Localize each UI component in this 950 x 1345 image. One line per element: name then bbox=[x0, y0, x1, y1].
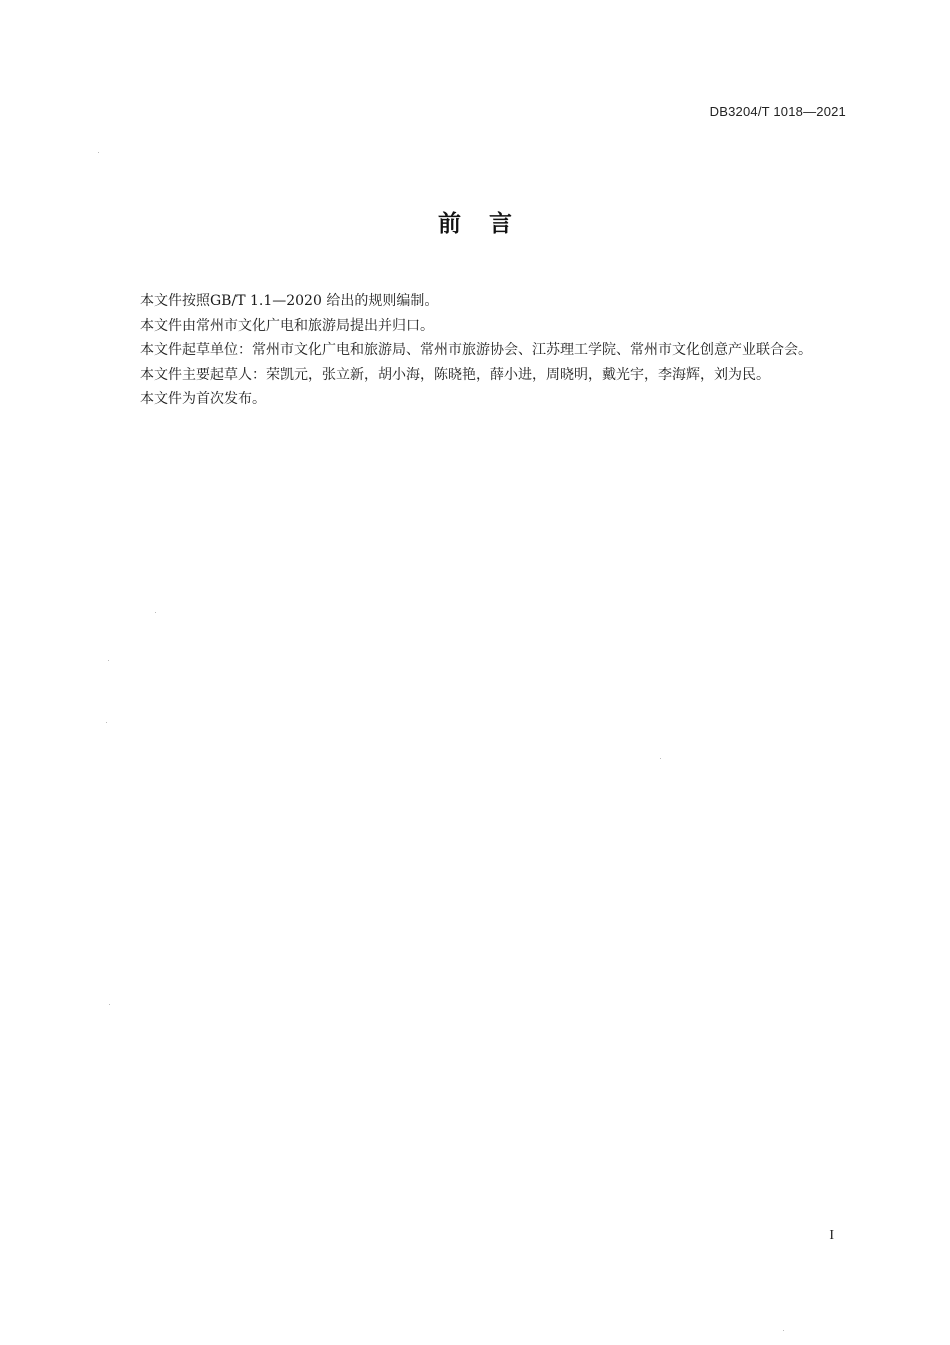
scan-speck bbox=[109, 1004, 110, 1005]
scan-speck bbox=[98, 152, 99, 153]
paragraph-drafting-rules: 本文件按照GB/T 1.1—2020 给出的规则编制。 bbox=[140, 293, 439, 309]
paragraph-drafting-units: 本文件起草单位：常州市文化广电和旅游局、常州市旅游协会、江苏理工学院、常州市文化创意产业联合会。 bbox=[140, 342, 812, 358]
document-code: DB3204/T 1018—2021 bbox=[709, 104, 846, 119]
scan-speck bbox=[108, 660, 109, 661]
scan-speck bbox=[106, 722, 107, 723]
paragraph-proposer: 本文件由常州市文化广电和旅游局提出并归口。 bbox=[140, 317, 434, 334]
paragraph-main-drafters: 本文件主要起草人：荣凯元，张立新，胡小海，陈晓艳，薛小进，周晓明，戴光宇，李海辉，刘为民。 bbox=[140, 366, 770, 383]
scan-speck bbox=[660, 758, 661, 759]
scan-speck bbox=[155, 612, 156, 613]
scan-speck bbox=[783, 1330, 784, 1331]
foreword-body bbox=[112, 289, 848, 412]
paragraph-first-release: 本文件为首次发布。 bbox=[140, 391, 266, 407]
page-title: 前言 bbox=[438, 211, 540, 237]
page-number: I bbox=[829, 1228, 834, 1243]
